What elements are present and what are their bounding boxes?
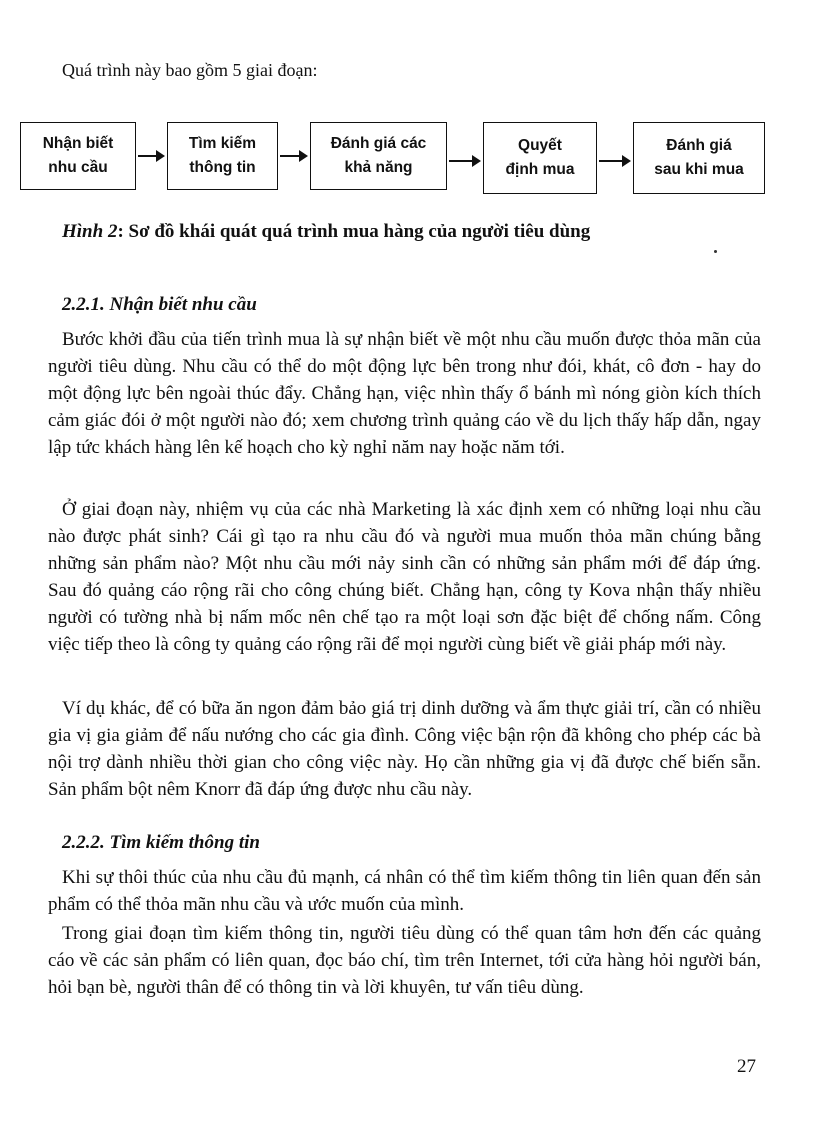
paragraph-1: Bước khởi đầu của tiến trình mua là sự nhận biết về một nhu cầu muốn được thỏa mãn của người tiêu dùng. Nhu cầu có thể do một động lực bên trong như đói, khát, cô đơn - hay do một động lực bên ngoài thúc đẩy. Chẳng hạn, việc nhìn thấy ổ bánh mì nóng giòn kích thích cảm giác đói ở một người nào đó; xem chương trình quảng cáo về du lịch thấy hấp dẫn, ngay lập tức khách hàng lên kế hoạch cho kỳ nghỉ năm nay hoặc năm tới. [48, 329, 761, 458]
flow-arrow-4 [599, 160, 629, 162]
flow-step-4-line2: định mua [505, 161, 575, 178]
paragraph-3: Ví dụ khác, để có bữa ăn ngon đảm bảo giá trị dinh dưỡng và ẩm thực giải trí, cần có nhiều gia vị gia giảm để nấu nướng cho các gia đình. Công việc bận rộn đã không cho phép các bà nội trợ dành nhiều thời gian cho công việc này. Họ cần những gia vị đã được chế biến sẵn. Sản phẩm bột nêm Knorr đã đáp ứng được nhu cầu này. [48, 698, 761, 800]
figure-caption-label: Hình 2 [62, 221, 118, 242]
figure-caption-text: : Sơ đồ khái quát quá trình mua hàng của người tiêu dùng [117, 221, 591, 242]
paragraph-4: Khi sự thôi thúc của nhu cầu đủ mạnh, cá nhân có thể tìm kiếm thông tin liên quan đến sản phẩm có thể thỏa mãn nhu cầu và ước muốn của mình. [48, 867, 761, 915]
flow-step-2 [167, 122, 278, 190]
flow-step-3 [310, 122, 447, 190]
purchase-process-diagram [20, 118, 770, 200]
section-heading-2-2-2: 2.2.2. Tìm kiếm thông tin [62, 832, 260, 853]
flow-step-1-line2: nhu cầu [48, 159, 108, 176]
scan-speck [714, 250, 717, 253]
paragraph-2: Ở giai đoạn này, nhiệm vụ của các nhà Marketing là xác định xem có những loại nhu cầu nào được phát sinh? Cái gì tạo ra nhu cầu đó và người mua muốn thỏa mãn chúng bằng những sản phẩm nào? Một nhu cầu mới nảy sinh cần có những sản phẩm mới để đáp ứng. Sau đó quảng cáo rộng rãi cho công chúng biết. Chẳng hạn, công ty Kova nhận thấy nhiều người có tường nhà bị nấm mốc nên chế tạo ra một loại sơn đặc biệt để chống nấm. Công việc tiếp theo là công ty quảng cáo rộng rãi để mọi người cùng biết về giải pháp mới này. [48, 499, 761, 655]
paragraph-5: Trong giai đoạn tìm kiếm thông tin, người tiêu dùng có thể quan tâm hơn đến các quảng cáo về các sản phẩm có liên quan, đọc báo chí, tìm trên Internet, tới cửa hàng hỏi người bán, hỏi bạn bè, người thân để có thông tin và lời khuyên, tư vấn tiêu dùng. [48, 923, 761, 998]
page-number: 27 [737, 1056, 756, 1077]
flow-step-4-line1: Quyết [518, 137, 562, 154]
flow-arrow-3 [449, 160, 479, 162]
flow-step-2-line1: Tìm kiếm [188, 135, 257, 152]
flow-step-3-line1: Đánh giá các [330, 135, 427, 152]
section-heading-2-2-1: 2.2.1. Nhận biết nhu cầu [62, 294, 257, 315]
flow-arrow-1 [138, 155, 163, 157]
flow-step-5-line1: Đánh giá [666, 137, 732, 154]
intro-text: Quá trình này bao gồm 5 giai đoạn: [62, 60, 318, 80]
flow-step-3-line2: khả năng [344, 159, 413, 176]
flow-step-1 [20, 122, 136, 190]
figure-caption [62, 221, 590, 243]
flow-step-2-line2: thông tin [189, 159, 256, 176]
flow-arrow-2 [280, 155, 306, 157]
flow-step-4 [483, 122, 597, 194]
flow-step-1-line1: Nhận biết [42, 135, 114, 152]
flow-step-5 [633, 122, 765, 194]
flow-step-5-line2: sau khi mua [654, 161, 744, 178]
